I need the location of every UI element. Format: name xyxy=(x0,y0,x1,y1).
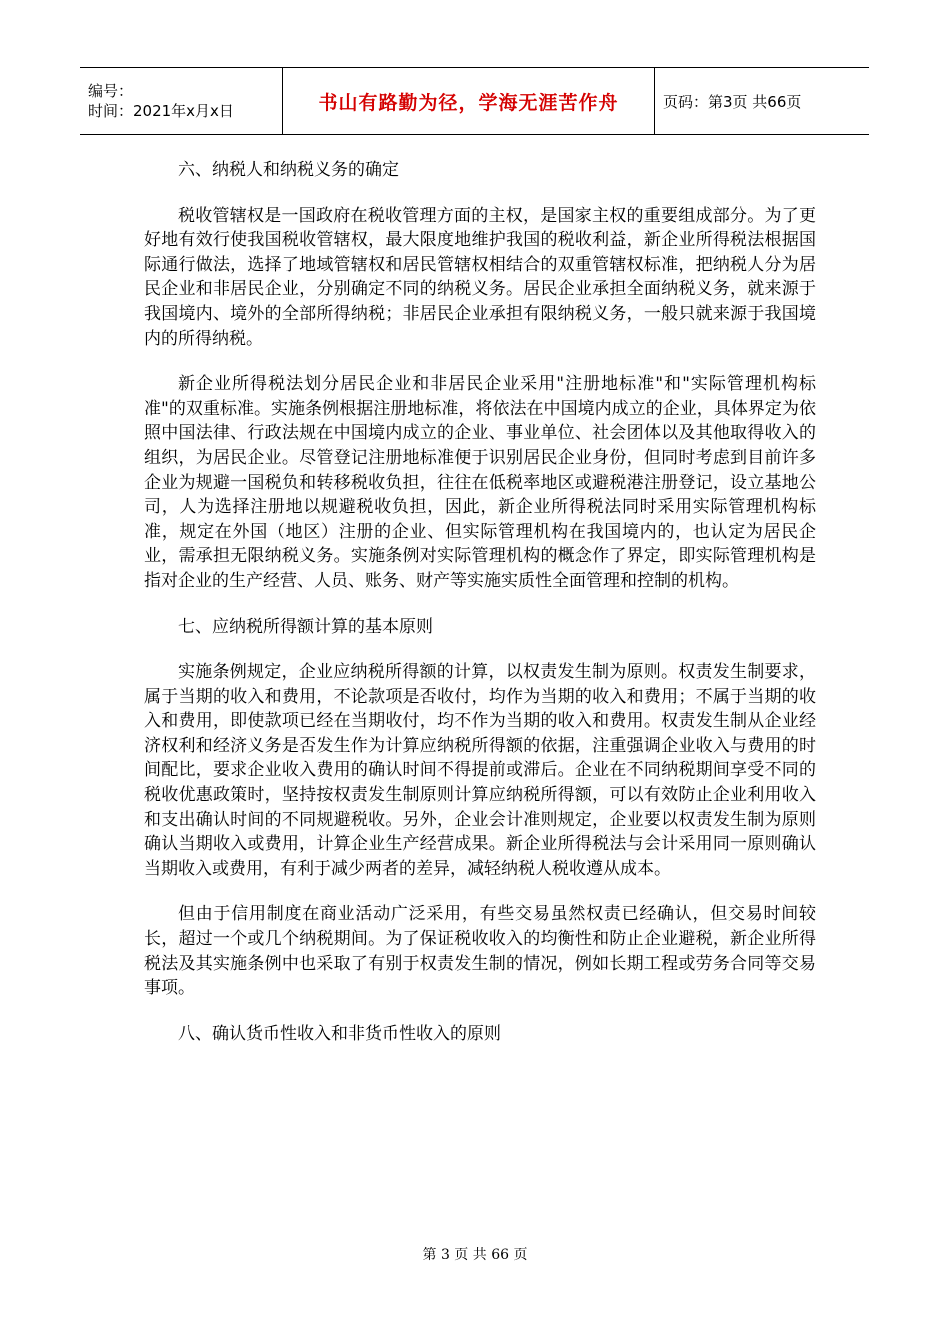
section-heading-7: 七、应纳税所得额计算的基本原则 xyxy=(178,616,433,637)
paragraph-4: 但由于信用制度在商业活动广泛采用，有些交易虽然权责已经确认，但交易时间较长，超过一个或几个纳税期间。为了保证税收收入的均衡性和防止企业避税，新企业所得税法及其实施条例中也采取了有别于权责发生制的情况，例如长期工程或劳务合同等交易事项。 xyxy=(144,904,816,999)
header-meta xyxy=(80,68,283,134)
page-footer xyxy=(0,1244,950,1264)
page-header xyxy=(80,67,869,135)
header-motto: 书山有路勤为径，学海无涯苦作舟 xyxy=(283,68,655,134)
section-heading-8: 八、确认货币性收入和非货币性收入的原则 xyxy=(178,1023,501,1044)
paragraph-3: 实施条例规定，企业应纳税所得额的计算，以权责发生制为原则。权责发生制要求，属于当期的收入和费用，不论款项是否收付，均作为当期的收入和费用；不属于当期的收入和费用，即使款项已经在当期收付，均不作为当期的收入和费用。权责发生制从企业经济权利和经济义务是否发生作为计算应纳税所得额的依据，注重强调企业收入与费用的时间配比，要求企业收入费用的确认时间不得提前或滞后。企业在不同纳税期间享受不同的税收优惠政策时，坚持按权责发生制原则计算应纳税所得额，可以有效防止企业利用收入和支出确认时间的不同规避税收。另外，企业会计准则规定，企业要以权责发生制为原则确认当期收入或费用，计算企业生产经营成果。新企业所得税法与会计采用同一原则确认当期收入或费用，有利于减少两者的差异，减轻纳税人税收遵从成本。 xyxy=(144,662,816,879)
document-date-label: 时间：2021年x月x日 xyxy=(88,102,234,120)
paragraph-1: 税收管辖权是一国政府在税收管理方面的主权，是国家主权的重要组成部分。为了更好地有效行使我国税收管辖权，最大限度地维护我国的税收利益，新企业所得税法根据国际通行做法，选择了地域管辖权和居民管辖权相结合的双重管辖权标准，把纳税人分为居民企业和非居民企业，分别确定不同的纳税义务。居民企业承担全面纳税义务，就来源于我国境内、境外的全部所得纳税；非居民企业承担有限纳税义务，一般只就来源于我国境内的所得纳税。 xyxy=(144,205,816,349)
paragraph-2: 新企业所得税法划分居民企业和非居民企业采用"注册地标准"和"实际管理机构标准"的双重标准。实施条例根据注册地标准，将依法在中国境内成立的企业，具体界定为依照中国法律、行政法规在中国境内成立的企业、事业单位、社会团体以及其他取得收入的组织，为居民企业。尽管登记注册地标准便于识别居民企业身份，但同时考虑到目前许多企业为规避一国税负和转移税收负担，往往在低税率地区或避税港注册登记，设立基地公司，人为选择注册地以规避税收负担，因此，新企业所得税法同时采用实际管理机构标准，规定在外国（地区）注册的企业、但实际管理机构在我国境内的，也认定为居民企业，需承担无限纳税义务。实施条例对实际管理机构的概念作了界定，即实际管理机构是指对企业的生产经营、人员、账务、财产等实施实质性全面管理和控制的机构。 xyxy=(144,374,816,591)
header-page-label: 页码：第3页 共66页 xyxy=(663,92,802,111)
footer-page-number: 第 3 页 共 66 页 xyxy=(422,1247,528,1263)
document-number-label: 编号： xyxy=(88,82,134,100)
section-heading-6: 六、纳税人和纳税义务的确定 xyxy=(178,160,399,180)
document-body xyxy=(144,158,816,1067)
